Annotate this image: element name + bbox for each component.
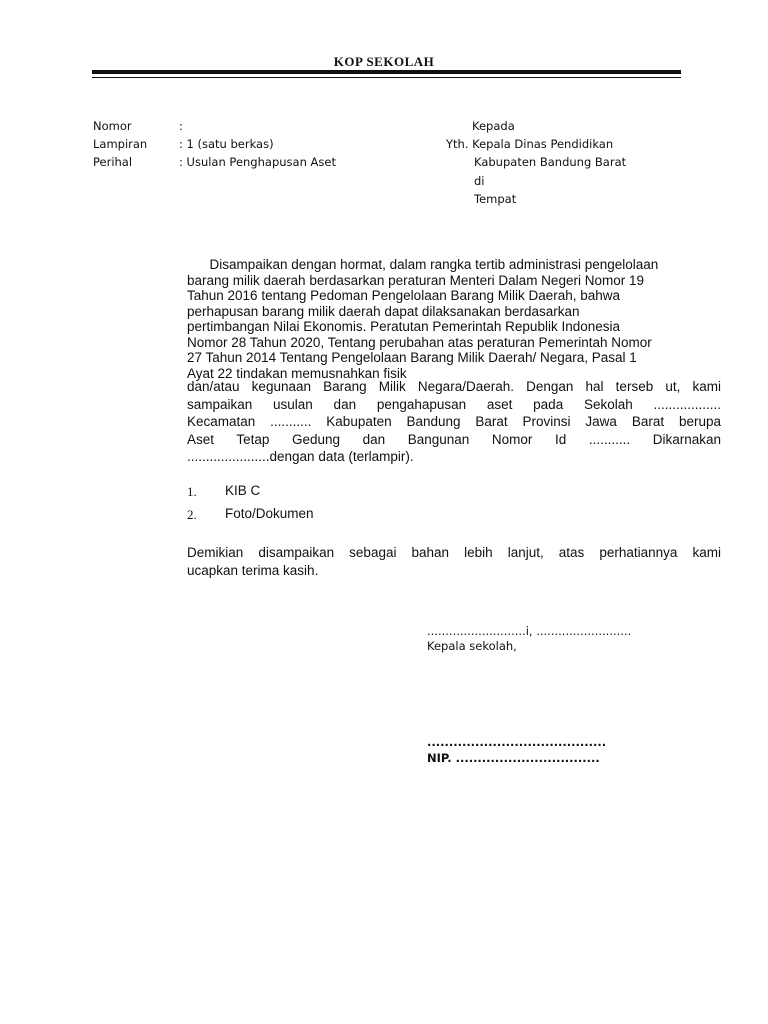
closing-paragraph xyxy=(187,544,721,579)
address-yth: Yth. Kepala Dinas Pendidikan xyxy=(446,137,614,151)
body-paragraph-1 xyxy=(187,257,721,381)
header-rule-thin xyxy=(92,77,681,78)
paragraph-line: ......................dengan data (terlampir). xyxy=(187,449,414,464)
list-item-2-text: Foto/Dokumen xyxy=(225,506,314,521)
paragraph-line: pertimbangan Nilai Ekonomis. Peratutan Pemerintah Republik Indonesia xyxy=(187,319,620,334)
address-line3: di xyxy=(474,174,485,188)
perihal-value: : Usulan Penghapusan Aset xyxy=(179,155,336,169)
paragraph-line: dan/atau kegunaan Barang Milik Negara/Daerah. Dengan hal terseb ut, kami xyxy=(187,379,721,394)
list-item-1-text: KIB C xyxy=(225,483,261,498)
address-line4: Tempat xyxy=(474,192,517,206)
paragraph-line: 27 Tahun 2014 Tentang Pengelolaan Barang Milik Daerah/ Negara, Pasal 1 xyxy=(187,350,637,365)
paragraph-line: Demikian disampaikan sebagai bahan lebih lanjut, atas perhatiannya kami xyxy=(187,545,721,560)
paragraph-line: barang milik daerah berdasarkan peraturan Menteri Dalam Negeri Nomor 19 xyxy=(187,272,644,288)
address-kepada: Kepada xyxy=(472,119,515,133)
lampiran-label: Lampiran xyxy=(93,137,148,151)
paragraph-line: sampaikan usulan dan pengahapusan aset pada Sekolah .................. xyxy=(187,396,721,412)
paragraph-line: Tahun 2016 tentang Pedoman Pengelolaan Barang Milik Daerah, bahwa xyxy=(187,288,621,303)
signature-place-date: ...........................i, .......................... xyxy=(427,624,632,638)
list-item-1-number: 1. xyxy=(187,484,197,499)
paragraph-line: ucapkan terima kasih. xyxy=(187,562,319,578)
paragraph-line: perhapusan barang milik daerah dapat dilaksanakan berdasarkan xyxy=(187,303,580,319)
perihal-label: Perihal xyxy=(93,155,133,169)
signature-nip: NIP. ................................. xyxy=(427,751,600,765)
kop-title: KOP SEKOLAH xyxy=(333,54,435,69)
paragraph-line: Disampaikan dengan hormat, dalam rangka tertib administrasi pengelolaan xyxy=(187,257,659,272)
signature-role: Kepala sekolah, xyxy=(427,639,517,653)
header-rule-thick xyxy=(92,70,681,74)
signature-name-line: ......................................... xyxy=(427,735,607,749)
nomor-label: Nomor xyxy=(93,119,132,133)
lampiran-value: : 1 (satu berkas) xyxy=(179,137,274,151)
address-line2: Kabupaten Bandung Barat xyxy=(474,155,627,169)
paragraph-line: Ayat 22 tindakan memusnahkan fisik xyxy=(187,365,407,381)
paragraph-line: Nomor 28 Tahun 2020, Tentang perubahan atas peraturan Pemerintah Nomor xyxy=(187,334,652,350)
body-paragraph-2 xyxy=(187,378,721,466)
nomor-value: : xyxy=(179,119,183,133)
paragraph-line: Aset Tetap Gedung dan Bangunan Nomor Id ........... Dikarnakan xyxy=(187,431,721,447)
paragraph-line: Kecamatan ........... Kabupaten Bandung Barat Provinsi Jawa Barat berupa xyxy=(187,414,721,429)
list-item-2-number: 2. xyxy=(187,507,197,522)
